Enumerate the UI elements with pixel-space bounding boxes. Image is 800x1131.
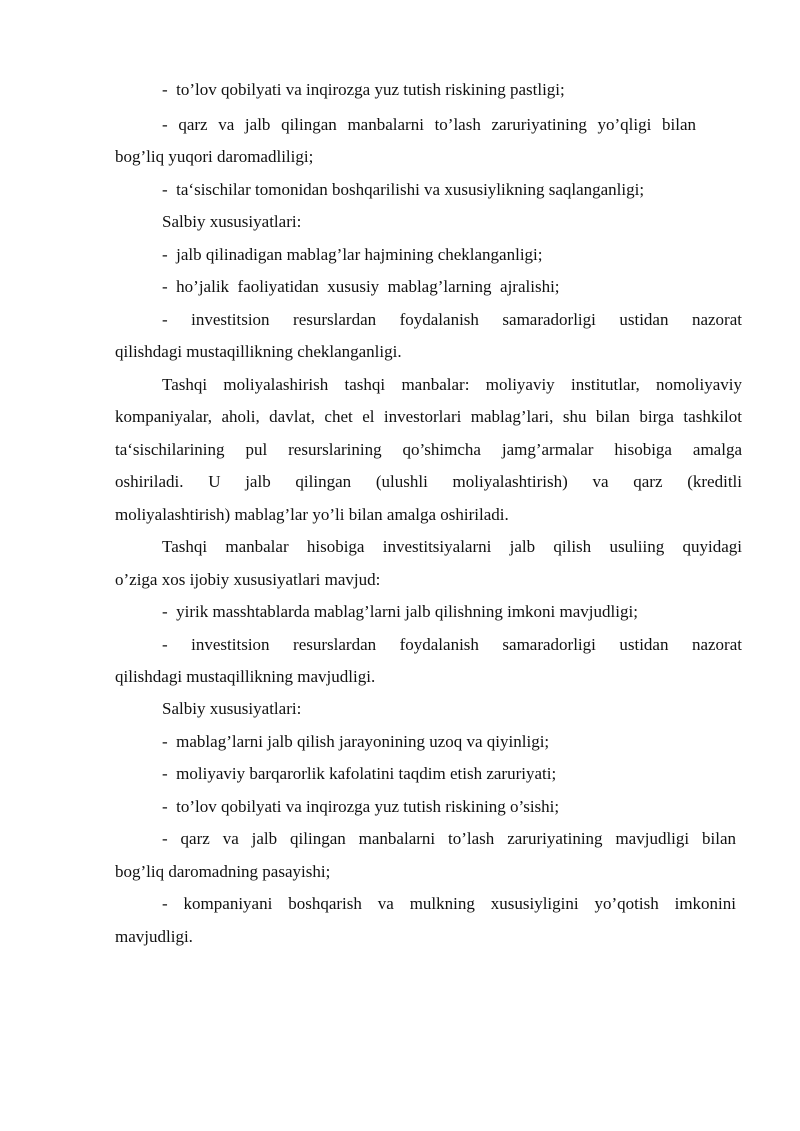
text-line: - jalb qilinadigan mablag’lar hajmining cheklanganligi; bbox=[162, 245, 543, 264]
text-line: Tashqi manbalar hisobiga investitsiyalarni jalb qilish usuliing quyidagi bbox=[162, 537, 742, 556]
text-line: - moliyaviy barqarorlik kafolatini taqdim etish zaruriyati; bbox=[162, 764, 557, 783]
text-line: - mablag’larni jalb qilish jarayonining uzoq va qiyinligi; bbox=[162, 732, 550, 751]
text-line: bog’liq daromadning pasayishi; bbox=[115, 862, 331, 881]
text-line: ta‘sischilarining pul resurslarining qo’shimcha jamg’armalar hisobiga amalga bbox=[115, 440, 742, 459]
text-line: bog’liq yuqori daromadliligi; bbox=[115, 147, 314, 166]
text-line: - to’lov qobilyati va inqirozga yuz tutish riskining o’sishi; bbox=[162, 797, 560, 816]
text-line: - qarz va jalb qilingan manbalarni to’lash zaruriyatining yo’qligi bilan bbox=[162, 115, 696, 134]
text-line: - investitsion resurslardan foydalanish samaradorligi ustidan nazorat bbox=[162, 310, 742, 329]
text-line: Tashqi moliyalashirish tashqi manbalar: moliyaviy institutlar, nomoliyaviy bbox=[162, 375, 742, 394]
text-line: kompaniyalar, aholi, davlat, chet el investorlari mablag’lari, shu bilan birga tashkilot bbox=[115, 407, 742, 426]
text-line: mavjudligi. bbox=[115, 927, 193, 946]
text-line: oshiriladi. U jalb qilingan (ulushli moliyalashtirish) va qarz (kreditli bbox=[115, 472, 742, 491]
text-line: - kompaniyani boshqarish va mulkning xususiyligini yo’qotish imkonini bbox=[162, 894, 736, 913]
text-line: - qarz va jalb qilingan manbalarni to’lash zaruriyatining mavjudligi bilan bbox=[162, 829, 736, 848]
text-line: - to’lov qobilyati va inqirozga yuz tutish riskining pastligi; bbox=[162, 80, 565, 99]
text-line: Salbiy xususiyatlari: bbox=[162, 212, 302, 231]
text-line: o’ziga xos ijobiy xususiyatlari mavjud: bbox=[115, 570, 381, 589]
text-line: - ho’jalik faoliyatidan xususiy mablag’larning ajralishi; bbox=[162, 277, 560, 296]
text-line: - ta‘sischilar tomonidan boshqarilishi va xususiylikning saqlanganligi; bbox=[162, 180, 645, 199]
text-line: moliyalashtirish) mablag’lar yo’li bilan amalga oshiriladi. bbox=[115, 505, 509, 524]
text-line: qilishdagi mustaqillikning mavjudligi. bbox=[115, 667, 376, 686]
text-line: - investitsion resurslardan foydalanish samaradorligi ustidan nazorat bbox=[162, 635, 742, 654]
text-line: qilishdagi mustaqillikning cheklanganligi. bbox=[115, 342, 402, 361]
text-line: Salbiy xususiyatlari: bbox=[162, 699, 302, 718]
text-line: - yirik masshtablarda mablag’larni jalb qilishning imkoni mavjudligi; bbox=[162, 602, 638, 621]
